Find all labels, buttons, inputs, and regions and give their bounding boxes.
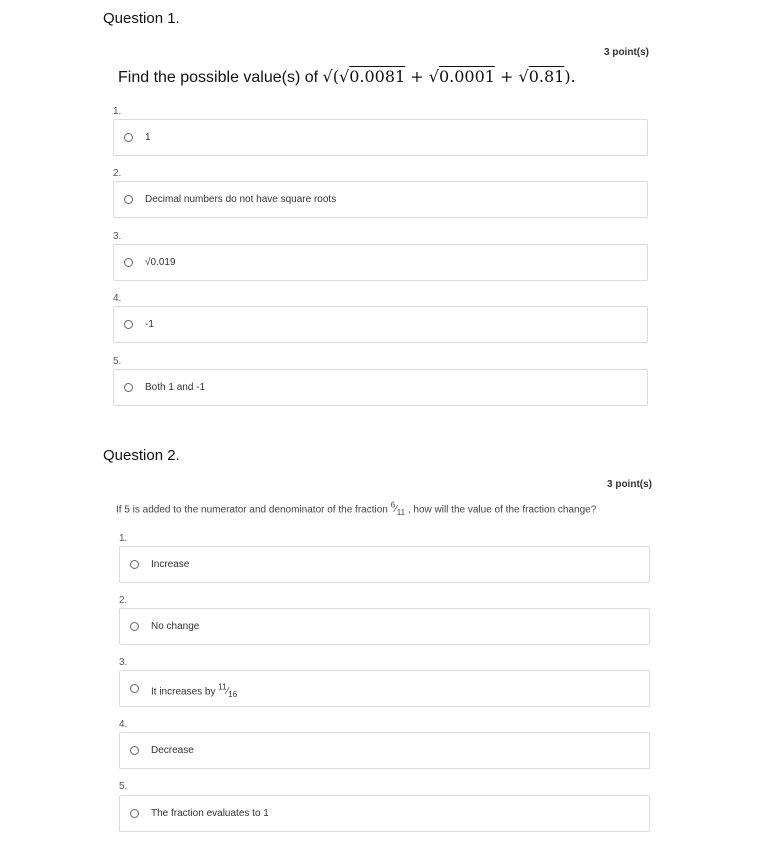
q1-option-4[interactable] — [113, 306, 648, 343]
q2-option-number: 5. — [119, 781, 128, 792]
radio-icon[interactable] — [130, 560, 139, 569]
q2-option-5[interactable] — [119, 795, 650, 832]
question-2-text: If 5 is added to the numerator and denominator of the fraction $^6⁄_{11}$ , how will the value of the fraction change? — [116, 501, 597, 518]
q2-option-4[interactable] — [119, 732, 650, 769]
question-2-title: Question 2. — [103, 447, 180, 464]
question-2-points: 3 point(s) — [607, 479, 652, 490]
q2-option-label: It increases by $^{11}⁄_{16}$ — [151, 683, 238, 700]
q2-option-label: The fraction evaluates to 1 — [151, 808, 269, 819]
radio-icon[interactable] — [124, 383, 133, 392]
q1-option-label: Both 1 and -1 — [145, 382, 206, 393]
radio-icon[interactable] — [124, 195, 133, 204]
radio-icon[interactable] — [130, 684, 139, 693]
question-1-math: √(√0.0081 + √0.0001 + √0.81). — [322, 67, 576, 86]
q1-option-number: 4. — [113, 293, 122, 304]
q1-option-number: 2. — [113, 168, 122, 179]
fraction-11-16: $^{11}⁄_{16}$ — [218, 683, 238, 700]
q2-option-3[interactable] — [119, 670, 650, 707]
q2-option-label: Decrease — [151, 745, 194, 756]
q2-option-label: No change — [151, 621, 200, 632]
q1-option-number: 3. — [113, 231, 122, 242]
q1-option-number: 5. — [113, 356, 122, 367]
radio-icon[interactable] — [130, 622, 139, 631]
radio-icon[interactable] — [124, 258, 133, 267]
radio-icon[interactable] — [124, 320, 133, 329]
q1-option-label: -1 — [145, 319, 154, 330]
q1-option-5[interactable] — [113, 369, 648, 406]
q1-option-label: Decimal numbers do not have square roots — [145, 194, 337, 205]
q2-option-number: 3. — [119, 657, 128, 668]
radio-icon[interactable] — [130, 746, 139, 755]
q1-option-1[interactable] — [113, 119, 648, 156]
fraction-6-11: $^6⁄_{11}$ — [390, 501, 406, 518]
q1-option-label: 1 — [145, 132, 151, 143]
q1-option-3[interactable] — [113, 244, 648, 281]
q1-option-number: 1. — [113, 106, 122, 117]
q1-option-label: √0.019 — [145, 257, 176, 268]
question-1-prefix: Find the possible value(s) of — [118, 69, 323, 86]
radio-icon[interactable] — [130, 809, 139, 818]
q2-option-number: 4. — [119, 719, 128, 730]
question-1-points: 3 point(s) — [604, 47, 649, 58]
q2-option-2[interactable] — [119, 608, 650, 645]
radio-icon[interactable] — [124, 133, 133, 142]
q2-option-label: Increase — [151, 559, 190, 570]
q1-option-2[interactable] — [113, 181, 648, 218]
q2-option-number: 2. — [119, 595, 128, 606]
q2-option-number: 1. — [119, 533, 128, 544]
q2-option-1[interactable] — [119, 546, 650, 583]
question-1-title: Question 1. — [103, 10, 180, 27]
question-1-text — [118, 67, 576, 87]
